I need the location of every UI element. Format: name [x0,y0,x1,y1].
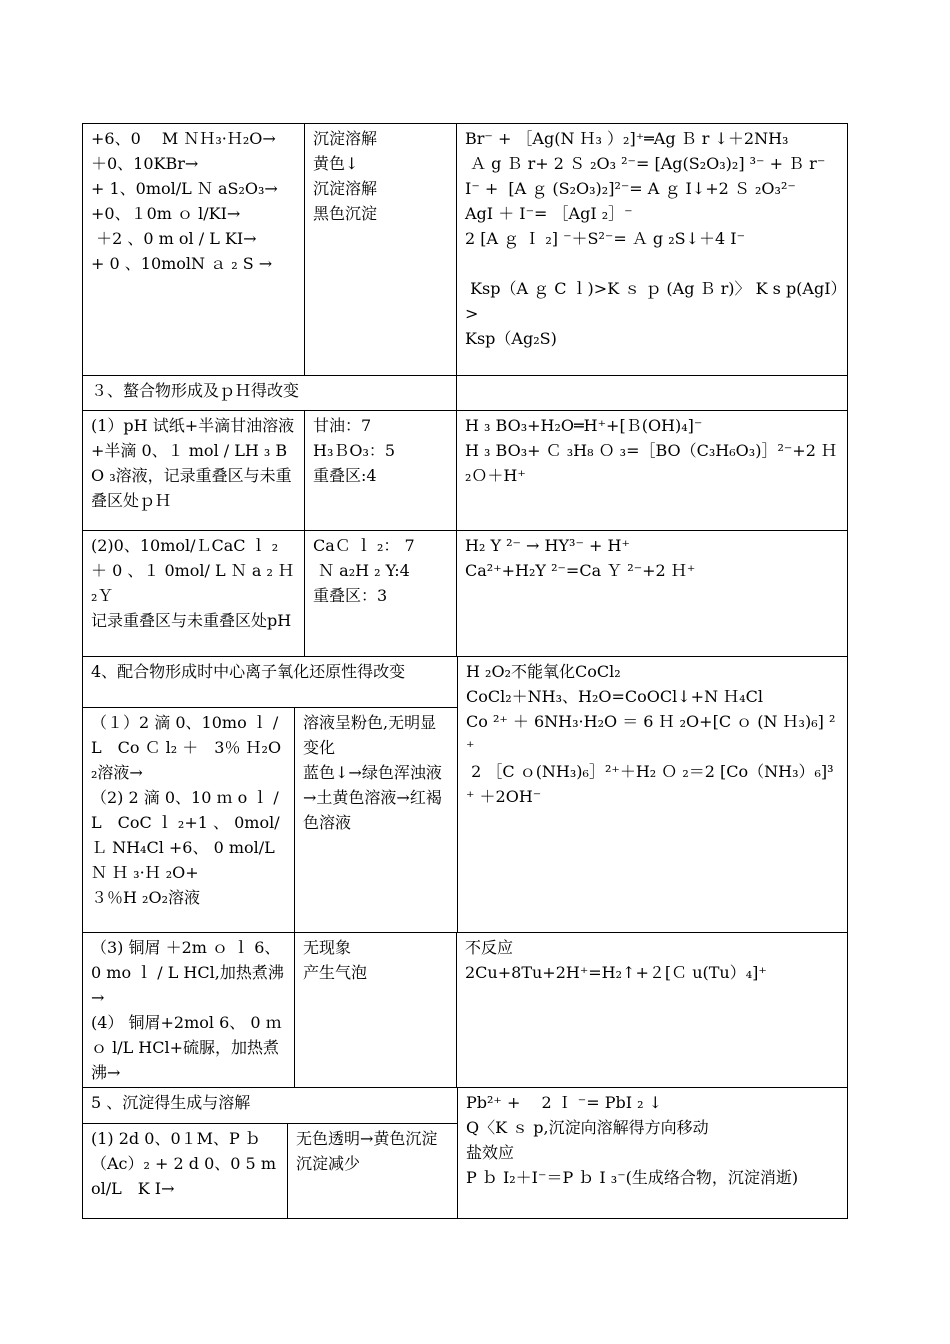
phenomenon-cell: 无色透明→黄色沉淀 沉淀减少 [296,1129,438,1173]
phenomenon-cell: 甘油：7 H₃ＢO₃：5 重叠区:4 [305,411,457,530]
procedure-cell: （１）2 滴 0、10mo ｌ / L Co Ｃ l₂ ＋ 3％ Ｈ₂O ₂溶液→ （2) 2 滴 0、10 ｍ o ｌ / L CoC ｌ ₂+1 、 0mol/ Ｌ NH₄Cl +6、 0 mol/L Ｎ Ｈ ₃·Ｈ ₂O+ ３％H ₂O₂溶液 [83,708,295,932]
section-title: 5 、沉淀得生成与溶解 [83,1088,457,1124]
equation-cell: Pb²⁺ + 2 Ｉ ⁻= PbI ₂ ↓ Q〈K ｓ p,沉淀向溶解得方向移动 盐效应 P ｂ I₂＋I⁻＝P ｂ I ₃⁻(生成络合物，沉淀消逝) [466,1093,799,1187]
table-row [82,1087,848,1219]
section-title: 4、配合物形成时中心离子氧化还原性得改变 [83,657,457,708]
procedure-cell: (1）pH 试纸+半滴甘油溶液+半滴 0、１ mol / LH ₃ BO ₃溶液，记录重叠区与未重叠区处ｐＨ [83,411,305,530]
phenomenon-cell: 沉淀溶解 黄色↓ 沉淀溶解 黑色沉淀 [305,124,457,375]
table-row [82,932,848,1087]
phenomenon-cell: 无现象 产生气泡 [295,933,457,1087]
section-header-row [82,375,848,410]
procedure-cell: +6、0 M ＮＨ₃·Ｈ₂O→ ＋0、10KBr→ + 1、0mol/L Ｎ aS₂O₃→ +0、１0m ｏ l/KI→ ＋2 、0 m ol / L KI→ + 0 、10molN ａ ₂ S → [83,124,305,375]
section-block [83,657,458,932]
sub-row [83,708,457,932]
equation-cell [457,376,847,410]
phenomenon-cell: CaＣ ｌ ₂： 7 Ｎ a₂H ₂ Y:4 重叠区：3 [305,531,457,656]
experiment-table [82,123,848,1219]
equation-cell: Br⁻ + ［Ag(N Ｈ₃ ）₂]⁺═Ag Ｂ r ↓＋2NH₃ Ａ g Ｂ r+ 2 Ｓ ₂O₃ ²⁻= [Ag(S₂O₃)₂] ³⁻ + Ｂ r⁻ I⁻ + [A ｇ (S₂O₃)₂]²⁻= A ｇ I↓+2 Ｓ ₂O₃²⁻ AgI ＋ I⁻= ［AgI ₂］⁻ 2 [A ｇ Ｉ ₂] ⁻＋S²⁻= Ａ g ₂S↓＋4 I⁻ Ksp（A ｇ C ｌ)>K ｓ ｐ (Ag Ｂ r)〉 K s p(AgI）> Ksp（Ag₂S) [465,129,839,348]
equation-cell: 不反应 2Cu+8Tu+2H⁺=H₂↑+２[Ｃ u(Tu）₄]⁺ [465,938,767,982]
section-block [83,1088,458,1218]
phenomenon-cell: 溶液呈粉色,无明显变化 蓝色↓→绿色浑浊液→土黄色溶液→红褐色溶液 [303,713,442,832]
procedure-cell: （3) 铜屑 ＋2m ｏ ｌ 6、 0 mo ｌ / L HCl,加热煮沸→ (4） 铜屑+2mol 6、 0 ｍ ｏ l/L HCl+硫脲，加热煮沸→ [83,933,295,1087]
table-row [82,656,848,932]
equation-cell: H ₃ BO₃+H₂O═H⁺+[Ｂ(OH)₄]⁻ H ₃ BO₃+ Ｃ ₃H₈ Ｏ ₃=［BO（C₃H₆O₃)］²⁻+2 Ｈ ₂Ｏ＋H⁺ [465,416,837,485]
procedure-cell: (2)0、10mol/ＬCaC ｌ ₂ ＋ 0 、１ 0mol/ L Ｎ a ₂ Ｈ₂Ｙ 记录重叠区与未重叠区处pH [83,531,305,656]
equation-cell: H ₂O₂不能氧化CoCl₂ CoCl₂＋NH₃、H₂O=CoOCl↓+N Ｈ₄Cl Co ²⁺ ＋ 6NH₃·H₂O ＝ 6 Ｈ ₂O+[C ｏ (N Ｈ₃)₆] ²⁺ 2 ［C ｏ(NH₃)₆］²⁺＋H₂ Ｏ ₂＝2 [Co（NH₃）₆]³⁺ ＋2OH⁻ [466,662,836,806]
section-title: ３、螯合物形成及ｐＨ得改变 [83,376,457,410]
equation-cell: H₂ Y ²⁻ → HY³⁻ + H⁺ Ca²⁺+H₂Y ²⁻=Ca Ｙ ²⁻+2 Ｈ⁺ [465,536,696,580]
sub-row [83,1124,457,1218]
table-row [82,410,848,530]
table-row [82,530,848,656]
table-row [82,123,848,375]
procedure-cell: (1) 2d 0、0１M、P ｂ （Ac）₂ + 2 d 0、0 5 mol/L K I→ [83,1124,288,1218]
